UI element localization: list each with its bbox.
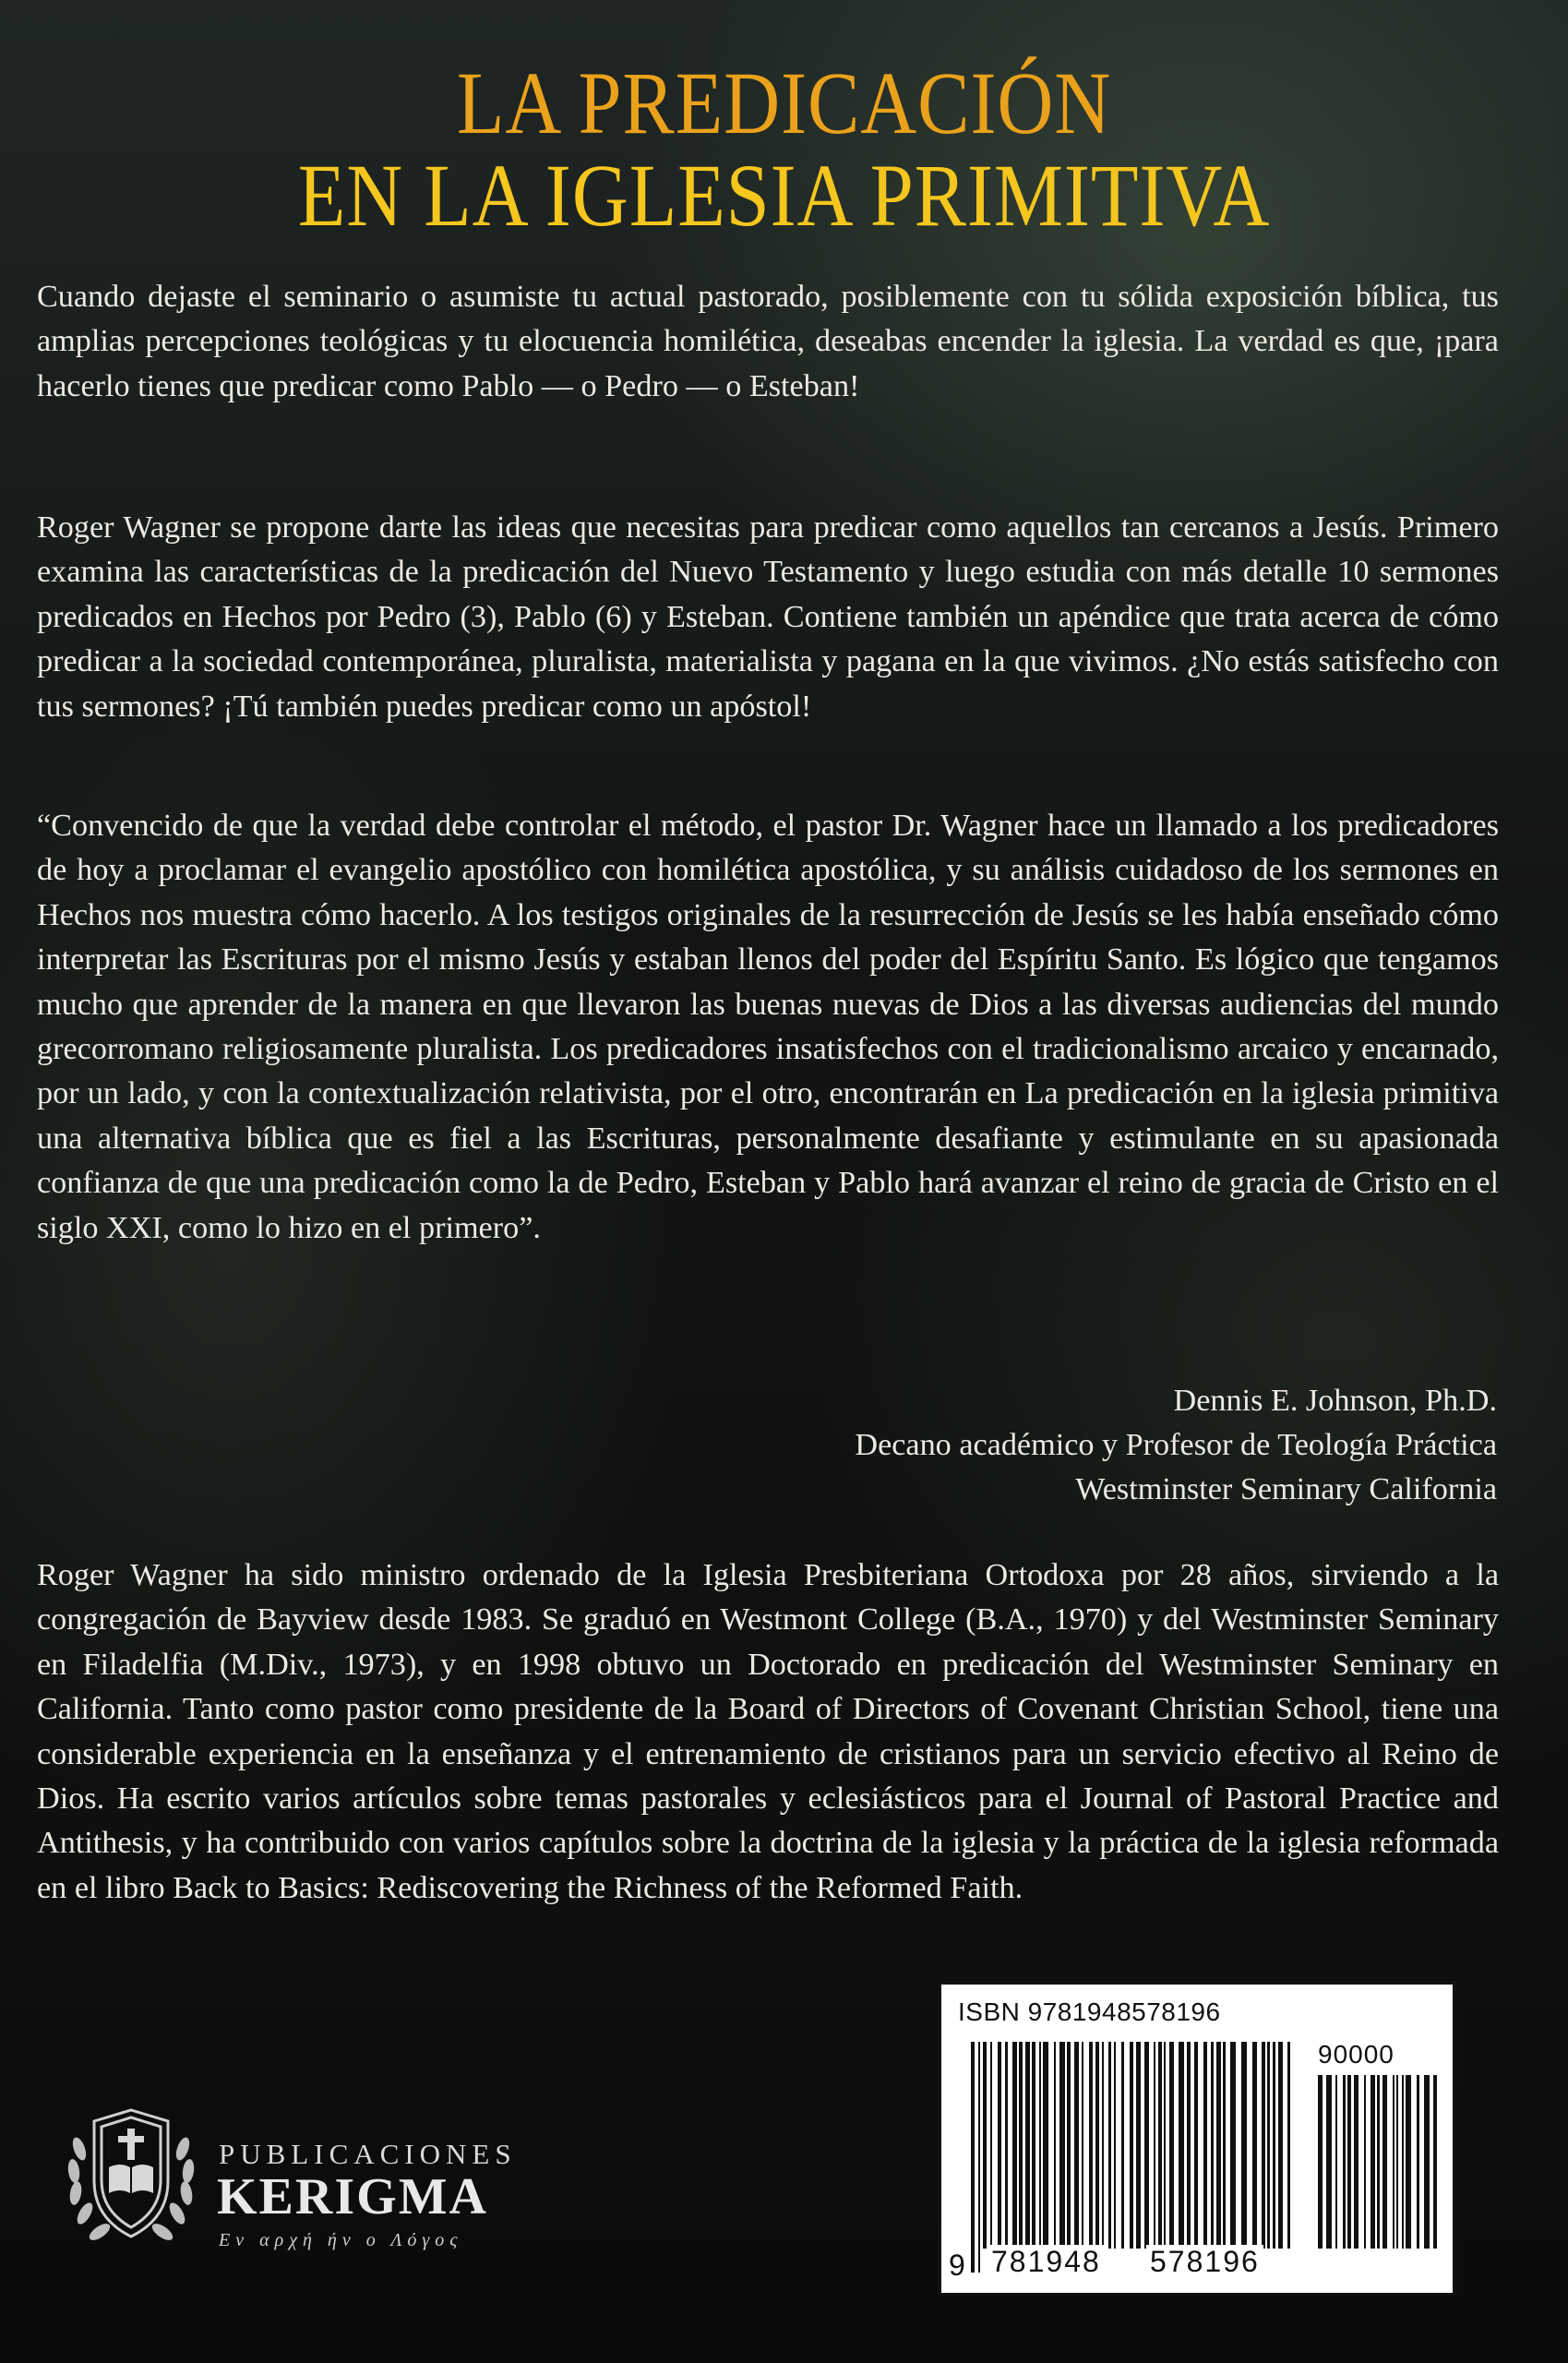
publisher-label: PUBLICACIONES	[219, 2138, 517, 2170]
publisher-name: KERIGMA	[217, 2168, 488, 2225]
barcode-bar	[983, 2042, 987, 2249]
barcode-bar	[990, 2042, 992, 2249]
barcode-bar	[1054, 2042, 1056, 2249]
addon-barcode-bars	[1318, 2075, 1442, 2273]
book-title-line-2: EN LA IGLESIA PRIMITIVA	[297, 146, 1271, 245]
barcode-bar	[1059, 2042, 1065, 2249]
barcode-bar	[1262, 2042, 1265, 2249]
publisher-motto: Εν αρχή ήν ο Λόγος	[219, 2230, 463, 2250]
barcode-bar	[1136, 2042, 1141, 2249]
barcode-bar	[1211, 2042, 1214, 2249]
barcode-bar	[1089, 2042, 1093, 2249]
barcode-bar	[1108, 2042, 1111, 2249]
endorser-role: Decano académico y Profesor de Teología Práctica	[855, 1428, 1497, 1462]
isbn-barcode-label	[938, 1981, 1456, 2297]
barcode-bar	[1114, 2042, 1116, 2249]
endorser-name: Dennis E. Johnson, Ph.D.	[1173, 1384, 1497, 1418]
barcode-bar	[1230, 2042, 1236, 2273]
barcode-bar	[971, 2042, 975, 2273]
barcode-digit-group-1: 781948	[987, 2245, 1105, 2279]
isbn-text: ISBN 9781948578196	[958, 1997, 1221, 2026]
barcode-bar	[1158, 2042, 1162, 2249]
barcode-bar	[1121, 2042, 1124, 2249]
book-title	[94, 54, 1474, 245]
barcode-bar	[1406, 2075, 1411, 2249]
barcode-bar	[1025, 2042, 1030, 2249]
barcode-bar	[1347, 2075, 1351, 2249]
barcode-bar	[1287, 2042, 1290, 2249]
barcode-bar	[1382, 2075, 1387, 2249]
barcode-bar	[1343, 2075, 1346, 2249]
barcode-bar	[1179, 2042, 1184, 2249]
barcode-bar	[1354, 2075, 1359, 2249]
barcode-bar	[1417, 2075, 1419, 2249]
barcode-bar	[1371, 2075, 1375, 2249]
barcode-bar	[1074, 2042, 1079, 2249]
barcode-bar	[1032, 2042, 1035, 2249]
barcode-bar	[1130, 2042, 1133, 2249]
barcode-bar	[1424, 2075, 1430, 2249]
barcode-bar	[1164, 2042, 1166, 2249]
barcode-bar	[1102, 2042, 1104, 2249]
blurb-paragraph-intro: Cuando dejaste el seminario o asumiste tu actual pastorado, posiblemente con tu sólida exposición bíblica, tus amplias percepciones teológicas y tu elocuencia homilética, deseabas encender la iglesia. La verdad es que, ¡para hacerlo tienes que predicar como Pablo — o Pedro — o Esteban!	[37, 280, 1499, 403]
barcode-bar	[978, 2042, 980, 2273]
ean-barcode-bars	[971, 2042, 1294, 2273]
barcode-bar	[1241, 2042, 1247, 2249]
endorser-institution: Westminster Seminary California	[1075, 1472, 1497, 1506]
barcode-bar	[1433, 2075, 1437, 2249]
barcode-digit-lead: 9	[949, 2249, 965, 2282]
barcode-digit-group-2: 578196	[1146, 2245, 1263, 2279]
barcode-bar	[1278, 2042, 1283, 2249]
barcode-bar	[998, 2042, 1001, 2249]
author-bio: Roger Wagner ha sido ministro ordenado de la Iglesia Presbiteriana Ortodoxa por 28 años, sirviendo a la congregación de Bayview desde 1983. Se graduó en Westmont College (B.A., 1970) y del Westminster Seminary en Filadelfia (M.Div., 1973), y en 1998 obtuvo un Doctorado en predicación del Westminster Seminary en California. Tanto como pastor como presidente de la Board of Directors of Covenant Christian School, tiene una considerable experiencia en la enseñanza y el entrenamiento de cristianos para un servicio efectivo al Reino de Dios. Ha escrito varios artículos sobre temas pastorales y eclesiásticos para el Journal of Pastoral Practice and Antithesis, y ha contribuido con varios capítulos sobre la doctrina de la iglesia y la práctica de la iglesia reformada en el libro Back to Basics: Rediscovering the Richness of the Reformed Faith.	[37, 1558, 1499, 1905]
barcode-bar	[1039, 2042, 1041, 2249]
barcode-bar	[1402, 2075, 1404, 2249]
barcode-bar	[1144, 2042, 1149, 2249]
barcode-bar	[1216, 2042, 1221, 2249]
barcode-bar	[1223, 2042, 1226, 2273]
barcode-bar	[1067, 2042, 1071, 2249]
barcode-bar	[1252, 2042, 1257, 2249]
barcode-bar	[1335, 2075, 1337, 2249]
blurb-paragraph-summary: Roger Wagner se propone darte las ideas que necesitas para predicar como aquellos tan cercanos a Jesús. Primero examina las características de la predicación del Nuevo Testamento y luego estudia con más detalle 10 sermones predicados en Hechos por Pedro (3), Pablo (6) y Esteban. Contiene también un apéndice que trata acerca de cómo predicar a la sociedad contemporánea, pluralista, materialista y pagana en la que vivimos. ¿No estás satisfecho con tus sermones? ¡Tú también puedes predicar como un apóstol!	[37, 510, 1499, 724]
publisher-logo	[57, 2093, 537, 2260]
price-code: 90000	[1318, 2040, 1394, 2069]
barcode-bar	[1273, 2042, 1275, 2249]
barcode-bar	[1396, 2075, 1398, 2249]
barcode-bar	[1095, 2042, 1099, 2249]
book-title-line-1: LA PREDICACIÓN	[456, 54, 1112, 152]
barcode-bar	[1318, 2075, 1323, 2249]
barcode-bar	[1203, 2042, 1207, 2249]
barcode-bar	[1326, 2075, 1332, 2249]
barcode-bar	[1393, 2075, 1394, 2249]
endorser-signature	[855, 1379, 1497, 1512]
barcode-bar	[1364, 2075, 1366, 2249]
barcode-bar	[1005, 2042, 1008, 2249]
barcode-bar	[1082, 2042, 1083, 2249]
barcode-bar	[1169, 2042, 1174, 2249]
barcode-bar	[1154, 2042, 1155, 2249]
barcode-bar	[1012, 2042, 1017, 2249]
shield-book-cross-laurel-icon	[57, 2093, 205, 2260]
barcode-bar	[1377, 2075, 1380, 2249]
endorsement-quote: “Convencido de que la verdad debe controlar el método, el pastor Dr. Wagner hace un llamado a los predicadores de hoy a proclamar el evangelio apostólico con homilética apostólica, y su análisis cuidadoso de los sermones en Hechos nos muestra cómo hacerlo. A los testigos originales de la resurrección de Jesús se les había enseñado cómo interpretar las Escrituras por el mismo Jesús y estaban llenos del poder del Espíritu Santo. Es lógico que tengamos mucho que aprender de la manera en que llevaron las buenas nuevas de Dios a las diversas audiencias del mundo grecorromano religiosamente pluralista. Los predicadores insatisfechos con el tradicionalismo arcaico y encarnado, por un lado, y con la contextualización relativista, por el otro, encontrarán en La predicación en la iglesia primitiva una alternativa bíblica que es fiel a las Escrituras, personalmente desafiante y estimulante en su apasionada confianza de que una predicación como la de Pedro, Esteban y Pablo hará avanzar el reino de gracia de Cristo en el siglo XXI, como lo hizo en el primero”.	[37, 809, 1499, 1245]
barcode-bar	[1019, 2042, 1023, 2249]
barcode-bar	[1043, 2042, 1048, 2249]
barcode-bar	[1194, 2042, 1198, 2249]
barcode-bar	[1267, 2042, 1270, 2249]
barcode-bar	[1187, 2042, 1191, 2249]
